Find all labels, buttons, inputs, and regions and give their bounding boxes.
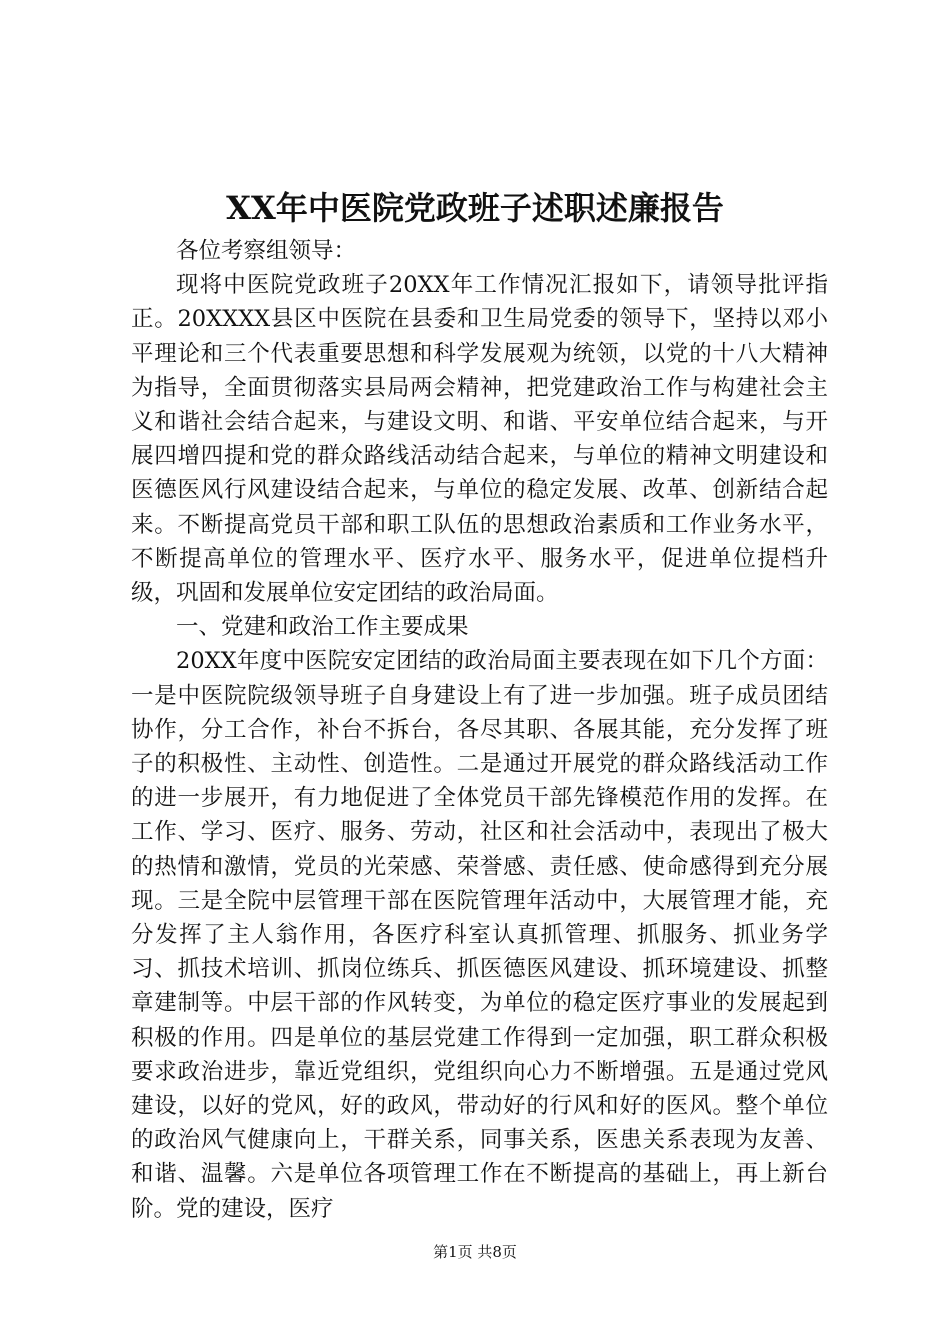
section-heading: 一、党建和政治工作主要成果	[176, 614, 469, 641]
document-body	[131, 234, 828, 1226]
page-footer: 第1页 共8页	[433, 1243, 517, 1261]
document-title: XX年中医院党政班子述职述廉报告	[226, 189, 724, 227]
paragraph-intro: 现将中医院党政班子20XX年工作情况汇报如下，请领导批评指正。20XXXX县区中医院在县委和卫生局党委的领导下，坚持以邓小平理论和三个代表重要思想和科学发展观为统领，以党的十八大精神为指导，全面贯彻落实县局两会精神，把党建政治工作与构建社会主义和谐社会结合起来，与建设文明、和谐、平安单位结合起来，与开展四增四提和党的群众路线活动结合起来，与单位的精神文明建设和医德医风行风建设结合起来，与单位的稳定发展、改革、创新结合起来。不断提高党员干部和职工队伍的思想政治素质和工作业务水平，不断提高单位的管理水平、医疗水平、服务水平，促进单位提档升级，巩固和发展单位安定团结的政治局面。	[131, 272, 828, 607]
paragraph-achievements: 20XX年度中医院安定团结的政治局面主要表现在如下几个方面：一是中医院院级领导班子自身建设上有了进一步加强。班子成员团结协作，分工合作，补台不拆台，各尽其职、各展其能，充分发挥了班子的积极性、主动性、创造性。二是通过开展党的群众路线活动工作的进一步展开，有力地促进了全体党员干部先锋模范作用的发挥。在工作、学习、医疗、服务、劳动，社区和社会活动中，表现出了极大的热情和激情，党员的光荣感、荣誉感、责任感、使命感得到充分展现。三是全院中层管理干部在医院管理年活动中，大展管理才能，充分发挥了主人翁作用，各医疗科室认真抓管理、抓服务、抓业务学习、抓技术培训、抓岗位练兵、抓医德医风建设、抓环境建设、抓整章建制等。中层干部的作风转变，为单位的稳定医疗事业的发展起到积极的作用。四是单位的基层党建工作得到一定加强，职工群众积极要求政治进步，靠近党组织，党组织向心力不断增强。五是通过党风建设，以好的党风，好的政风，带动好的行风和好的医风。整个单位的政治风气健康向上，干群关系，同事关系，医患关系表现为友善、和谐、温馨。六是单位各项管理工作在不断提高的基础上，再上新台阶。党的建设，医疗	[131, 648, 828, 1222]
salutation: 各位考察组领导：	[176, 238, 357, 264]
